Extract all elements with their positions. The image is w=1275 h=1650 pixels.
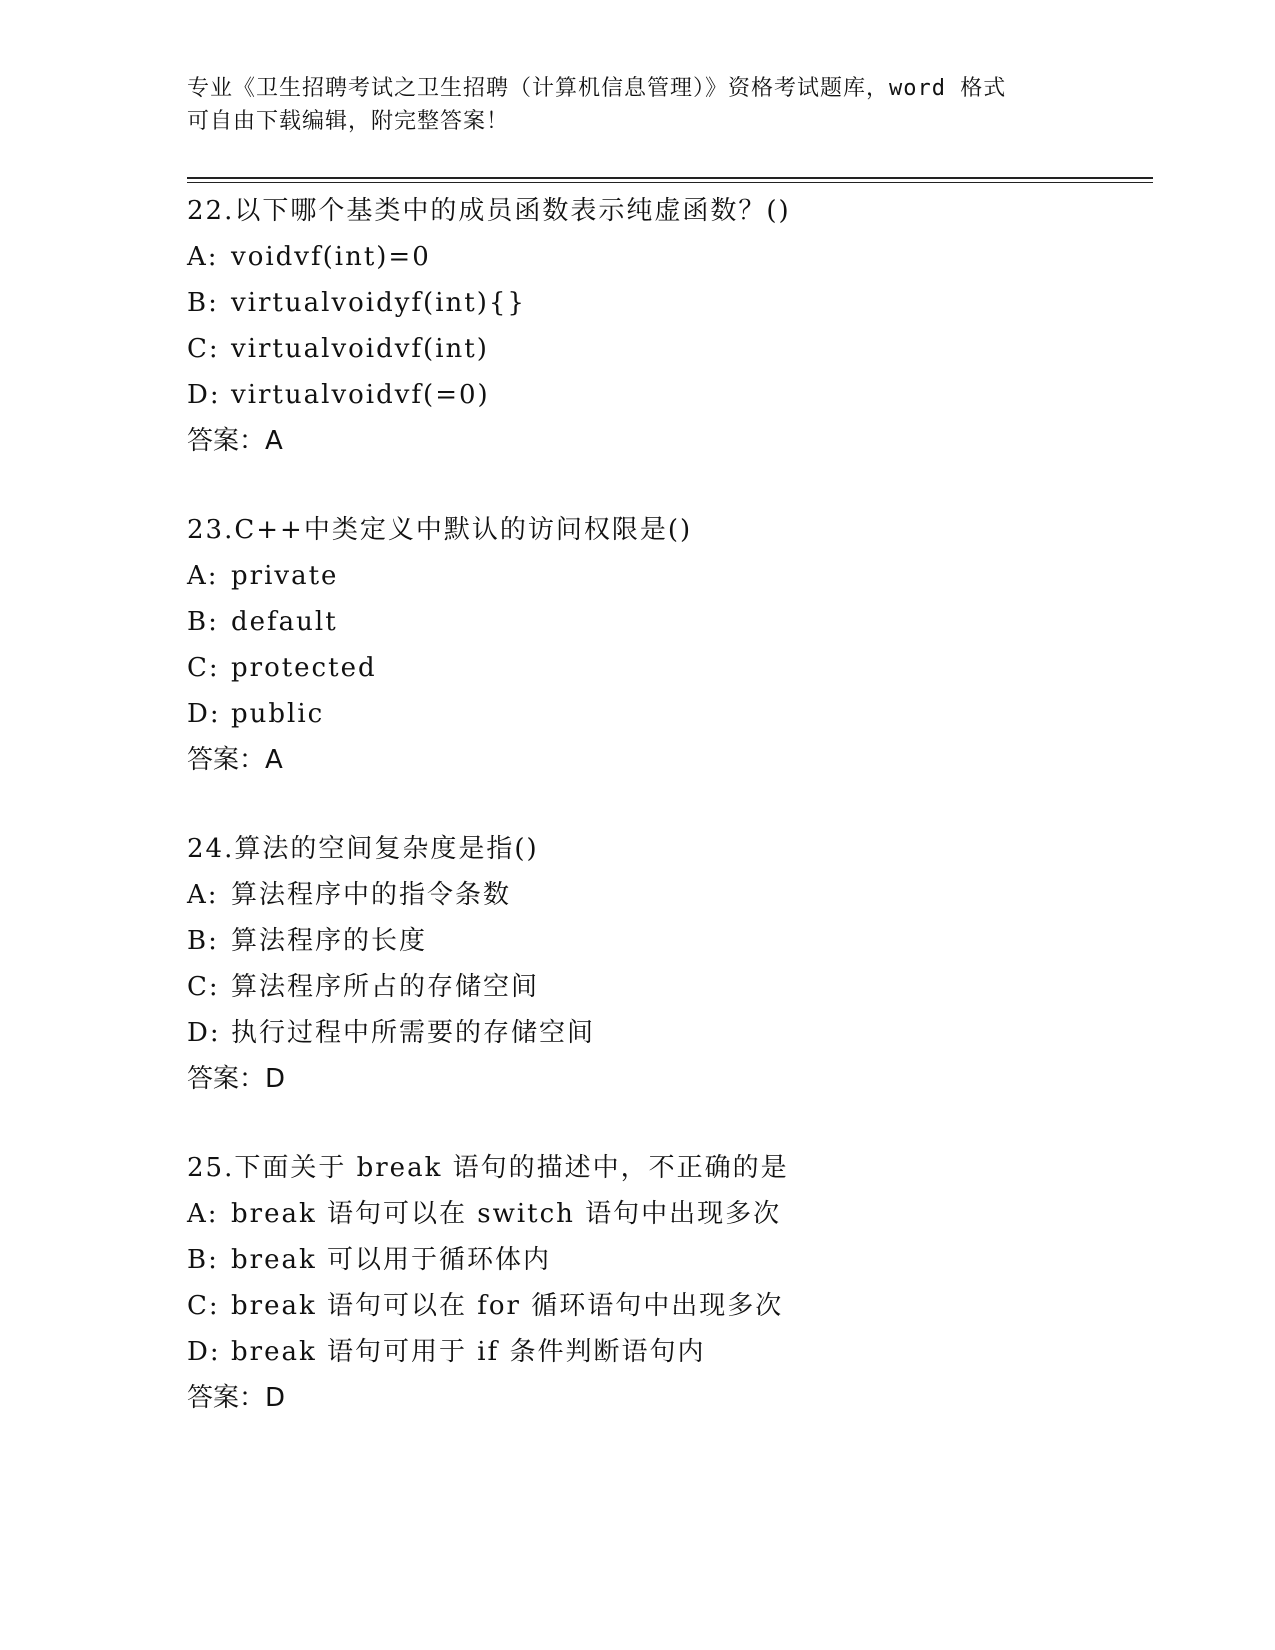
- option-c: [187, 645, 1147, 691]
- option-text: virtualvoidyf(int){}: [231, 288, 526, 318]
- option-c: [187, 964, 1147, 1010]
- option-c: [187, 1283, 1147, 1329]
- option-text: voidvf(int)=0: [231, 242, 431, 272]
- option-text: break 语句可以在 switch 语句中出现多次: [231, 1199, 782, 1229]
- question-stem: 22.以下哪个基类中的成员函数表示纯虚函数？(): [187, 196, 791, 226]
- option-text: public: [231, 699, 325, 729]
- option-letter: D:: [187, 1337, 221, 1367]
- option-b: [187, 918, 1147, 964]
- option-d: [187, 691, 1147, 737]
- option-letter: A:: [187, 242, 219, 272]
- answer-line: 答案：D: [187, 1383, 286, 1413]
- option-letter: A:: [187, 1199, 219, 1229]
- option-letter: B:: [187, 926, 219, 956]
- option-letter: D:: [187, 380, 221, 410]
- option-letter: A:: [187, 880, 219, 910]
- option-d: [187, 1329, 1147, 1375]
- question-stem: 24.算法的空间复杂度是指(): [187, 834, 539, 864]
- option-d: [187, 372, 1147, 418]
- header-divider-thin: [187, 182, 1153, 183]
- option-text: 算法程序的长度: [231, 926, 428, 956]
- option-letter: B:: [187, 1245, 219, 1275]
- question-24: [187, 826, 1147, 1102]
- option-text: 算法程序所占的存储空间: [231, 972, 540, 1002]
- option-letter: D:: [187, 1018, 221, 1048]
- option-letter: C:: [187, 653, 220, 683]
- option-a: [187, 234, 1147, 280]
- answer-line: 答案：A: [187, 745, 283, 775]
- question-stem: 23.C++中类定义中默认的访问权限是(): [187, 515, 693, 545]
- option-text: break 语句可用于 if 条件判断语句内: [231, 1337, 706, 1367]
- option-text: 算法程序中的指令条数: [231, 880, 512, 910]
- answer-line: 答案：A: [187, 426, 283, 456]
- option-letter: B:: [187, 607, 219, 637]
- answer-line: 答案：D: [187, 1064, 286, 1094]
- option-letter: D:: [187, 699, 221, 729]
- option-a: [187, 1191, 1147, 1237]
- option-text: default: [231, 607, 338, 637]
- option-text: virtualvoidvf(=0): [231, 380, 490, 410]
- option-c: [187, 326, 1147, 372]
- question-stem: 25.下面关于 break 语句的描述中，不正确的是: [187, 1153, 789, 1183]
- question-22: [187, 188, 1147, 464]
- header-line-1: 专业《卫生招聘考试之卫生招聘（计算机信息管理）》资格考试题库，word 格式: [187, 76, 1007, 101]
- option-text: break 语句可以在 for 循环语句中出现多次: [231, 1291, 784, 1321]
- option-a: [187, 872, 1147, 918]
- option-letter: B:: [187, 288, 219, 318]
- option-letter: A:: [187, 561, 219, 591]
- header-divider-thick: [187, 177, 1153, 179]
- option-b: [187, 599, 1147, 645]
- option-letter: C:: [187, 1291, 220, 1321]
- option-b: [187, 1237, 1147, 1283]
- header-line-2: 可自由下载编辑，附完整答案！: [187, 109, 510, 134]
- question-23: [187, 507, 1147, 783]
- option-a: [187, 553, 1147, 599]
- option-letter: C:: [187, 972, 220, 1002]
- option-text: protected: [231, 653, 377, 683]
- option-text: private: [231, 561, 339, 591]
- option-b: [187, 280, 1147, 326]
- option-d: [187, 1010, 1147, 1056]
- option-text: 执行过程中所需要的存储空间: [231, 1018, 596, 1048]
- option-letter: C:: [187, 334, 220, 364]
- question-25: [187, 1145, 1147, 1421]
- document-header: [187, 72, 1087, 138]
- option-text: virtualvoidvf(int): [231, 334, 489, 364]
- option-text: break 可以用于循环体内: [231, 1245, 551, 1275]
